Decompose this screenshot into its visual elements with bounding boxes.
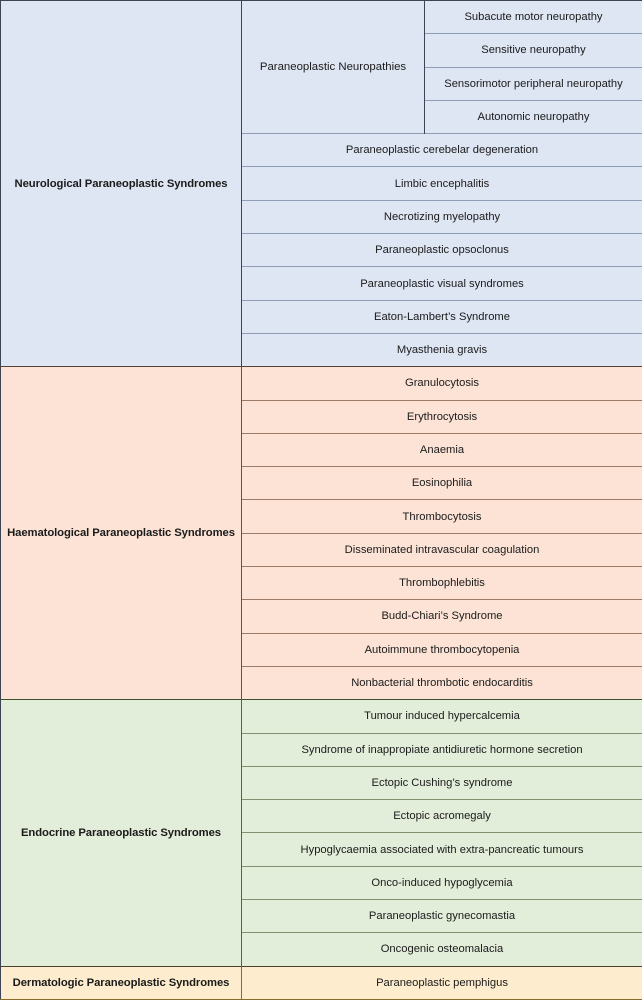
item-disseminated-intravascular-coagulation: Disseminated intravascular coagulation (242, 533, 642, 566)
item-paraneoplastic-visual-syndromes: Paraneoplastic visual syndromes (242, 267, 642, 300)
item-anaemia: Anaemia (242, 433, 642, 466)
section-neurological (1, 1, 642, 367)
category-label-haematological: Haematological Paraneoplastic Syndromes (1, 367, 242, 700)
item-eosinophilia: Eosinophilia (242, 467, 642, 500)
item-paraneoplastic-opsoclonus: Paraneoplastic opsoclonus (242, 234, 642, 267)
item-nonbacterial-thrombotic-endocarditis: Nonbacterial thrombotic endocarditis (242, 666, 642, 699)
category-label-neurological: Neurological Paraneoplastic Syndromes (1, 1, 242, 367)
table-row (1, 700, 642, 733)
item-thrombophlebitis: Thrombophlebitis (242, 567, 642, 600)
section-haematological (1, 367, 642, 700)
item-oncogenic-osteomalacia: Oncogenic osteomalacia (242, 933, 642, 966)
item-paraneoplastic-cerebelar-degeneration: Paraneoplastic cerebelar degeneration (242, 134, 642, 167)
item-siadh: Syndrome of inappropiate antidiuretic hormone secretion (242, 733, 642, 766)
item-autoimmune-thrombocytopenia: Autoimmune thrombocytopenia (242, 633, 642, 666)
table-row (1, 367, 642, 400)
item-myasthenia-gravis: Myasthenia gravis (242, 333, 642, 366)
item-tumour-induced-hypercalcemia: Tumour induced hypercalcemia (242, 700, 642, 733)
category-label-dermatologic: Dermatologic Paraneoplastic Syndromes (1, 966, 242, 999)
section-dermatologic (1, 966, 642, 999)
item-onco-induced-hypoglycemia: Onco-induced hypoglycemia (242, 866, 642, 899)
item-paraneoplastic-gynecomastia: Paraneoplastic gynecomastia (242, 900, 642, 933)
item-thrombocytosis: Thrombocytosis (242, 500, 642, 533)
item-erythrocytosis: Erythrocytosis (242, 400, 642, 433)
item-limbic-encephalitis: Limbic encephalitis (242, 167, 642, 200)
item-eaton-lamberts-syndrome: Eaton-Lambert’s Syndrome (242, 300, 642, 333)
section-endocrine (1, 700, 642, 966)
item-autonomic-neuropathy: Autonomic neuropathy (425, 100, 642, 133)
item-subacute-motor-neuropathy: Subacute motor neuropathy (425, 1, 642, 34)
item-budd-chiaris-syndrome: Budd-Chiari’s Syndrome (242, 600, 642, 633)
item-sensorimotor-peripheral-neuropathy: Sensorimotor peripheral neuropathy (425, 67, 642, 100)
item-ectopic-cushings-syndrome: Ectopic Cushing’s syndrome (242, 766, 642, 799)
item-sensitive-neuropathy: Sensitive neuropathy (425, 34, 642, 67)
table-row (1, 1, 642, 34)
category-label-endocrine: Endocrine Paraneoplastic Syndromes (1, 700, 242, 966)
table-row (1, 966, 642, 999)
group-label-paraneoplastic-neuropathies: Paraneoplastic Neuropathies (242, 1, 425, 134)
item-ectopic-acromegaly: Ectopic acromegaly (242, 800, 642, 833)
item-paraneoplastic-pemphigus: Paraneoplastic pemphigus (242, 966, 642, 999)
item-necrotizing-myelopathy: Necrotizing myelopathy (242, 200, 642, 233)
item-hypoglycaemia-extra-pancreatic-tumours: Hypoglycaemia associated with extra-pancreatic tumours (242, 833, 642, 866)
item-granulocytosis: Granulocytosis (242, 367, 642, 400)
